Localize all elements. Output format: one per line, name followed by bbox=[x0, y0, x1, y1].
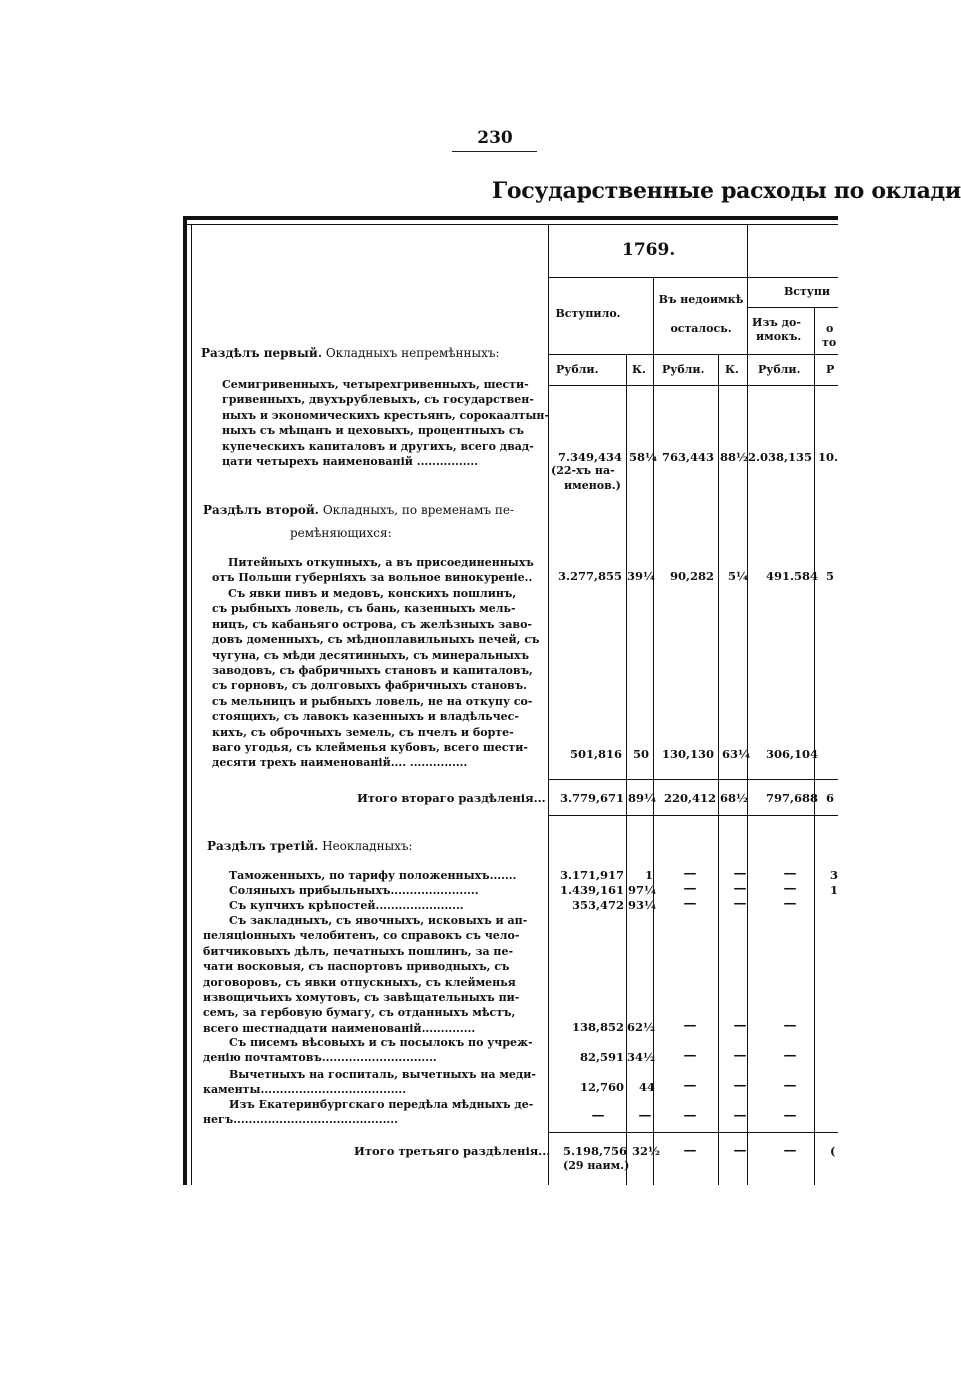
s3-row-rubles: 353,472 bbox=[571, 898, 624, 912]
dash: — bbox=[638, 1108, 652, 1123]
dash: — bbox=[683, 881, 697, 896]
section3-row: Соляныхъ прибыльныхъ....................... bbox=[229, 884, 479, 897]
dash: — bbox=[733, 1018, 747, 1033]
kop-header-2: К. bbox=[725, 363, 739, 376]
cut-header-1: о bbox=[826, 322, 834, 335]
section3-item4 bbox=[203, 913, 527, 1036]
dash: — bbox=[783, 1143, 797, 1158]
s3-cut-a: 3 bbox=[830, 868, 839, 882]
s3-total-note: (29 наим.) bbox=[563, 1159, 630, 1172]
section1-line: Семигривенныхъ, четырехгривенныхъ, шести- bbox=[222, 378, 529, 391]
s3-item6-rubles: 12,760 bbox=[579, 1080, 624, 1094]
s3-row-rubles: 3.171,917 bbox=[559, 868, 624, 882]
section2-item2 bbox=[212, 586, 539, 771]
rubles-header-1: Рубли. bbox=[556, 363, 599, 376]
section3-item5 bbox=[203, 1035, 533, 1066]
section3-item4-line: семъ, за гербовую бумагу, съ отданныхъ мѣстъ, bbox=[203, 1006, 516, 1020]
section3-item7-line: негъ........................................... bbox=[203, 1113, 398, 1127]
dash: — bbox=[783, 1048, 797, 1063]
section2-item2-line: стоящихъ, съ лавокъ казенныхъ и владѣльчес- bbox=[212, 710, 519, 724]
section3-item6 bbox=[203, 1067, 536, 1098]
section1-heading-rest: Окладныхъ непремѣнныхъ: bbox=[325, 346, 500, 360]
dash: — bbox=[733, 1078, 747, 1093]
s1-arrears-kop: 88½ bbox=[720, 450, 748, 464]
entered2-header: Вступи bbox=[784, 285, 831, 298]
cut-header-2: то bbox=[822, 336, 837, 349]
s1-from-arrears: 2.038,135 bbox=[748, 450, 813, 464]
dash: — bbox=[683, 866, 697, 881]
section2-item2-line: съ горновъ, съ долговыхъ фабричныхъ становъ. bbox=[212, 679, 527, 693]
dash: — bbox=[783, 866, 797, 881]
page-number-rule bbox=[452, 151, 537, 152]
dash: — bbox=[683, 1078, 697, 1093]
section3-item4-line: битчиковыхъ дѣлъ, печатныхъ пошлинъ, за пе- bbox=[203, 944, 514, 958]
section3-item5-line: Съ писемъ вѣсовыхъ и съ посылокъ по учреж- bbox=[229, 1036, 533, 1049]
s2-item2-kop: 50 bbox=[633, 747, 650, 761]
dash: — bbox=[683, 1048, 697, 1063]
cut-rubles-header: Р bbox=[826, 363, 835, 376]
dash: — bbox=[783, 1108, 797, 1123]
s3-item5-kop: 34½ bbox=[627, 1050, 655, 1064]
section2-item1-line: отъ Польши губерніяхъ за вольное винокуреніе.. bbox=[212, 571, 533, 585]
s3-total-rubles: 5.198,756 bbox=[562, 1144, 627, 1158]
s2-item1-arrears-kop: 5¼ bbox=[728, 569, 748, 583]
s2-total-from: 797,688 bbox=[766, 791, 819, 805]
section3-item7 bbox=[203, 1097, 533, 1128]
section3-item7-line: Изъ Екатеринбургскаго передѣла мѣдныхъ де- bbox=[229, 1098, 534, 1111]
section3-item4-line: чати восковыя, съ паспортовъ приводныхъ, съ bbox=[203, 960, 510, 974]
from-arrears-header-1: Изъ до- bbox=[752, 316, 801, 329]
section1-line: ныхъ съ мѣщанъ и цеховыхъ, процентныхъ съ bbox=[222, 424, 524, 438]
rule-total2-top bbox=[548, 779, 838, 780]
year-heading: 1769. bbox=[622, 240, 676, 260]
section3-item6-line: каменты...................................... bbox=[203, 1083, 407, 1097]
s3-item4-rubles: 138,852 bbox=[571, 1020, 624, 1034]
dash: — bbox=[683, 1018, 697, 1033]
section2-item2-line: довъ доменныхъ, съ мѣдноплавильныхъ печей, съ bbox=[212, 633, 540, 647]
dash: — bbox=[783, 1078, 797, 1093]
rule-total2-bottom bbox=[548, 815, 838, 816]
dash: — bbox=[733, 866, 747, 881]
s2-item1-arrears: 90,282 bbox=[669, 569, 714, 583]
s2-item2-from: 306,104 bbox=[766, 747, 819, 761]
col-divider-rub2 bbox=[718, 354, 719, 1185]
s1-cut: 10. bbox=[818, 450, 839, 464]
section1-line: цати четырехъ наименованій ................ bbox=[222, 455, 479, 469]
dash: — bbox=[783, 1018, 797, 1033]
section2-heading-bold: Раздѣлъ второй. bbox=[203, 503, 319, 517]
dash: — bbox=[591, 1108, 605, 1123]
section2-item2-line: кихъ, съ оброчныхъ земель, съ пчелъ и борте- bbox=[212, 725, 514, 739]
s3-row-kop: 93¼ bbox=[628, 898, 656, 912]
s3-item5-rubles: 82,591 bbox=[579, 1050, 624, 1064]
section2-item2-line: Съ явки пивъ и медовъ, конскихъ пошлинъ, bbox=[228, 587, 517, 600]
arrears-header-2: осталось. bbox=[670, 322, 732, 335]
kop-header-1: К. bbox=[632, 363, 646, 376]
section1-line: гривенныхъ, двухърублевыхъ, съ государствен- bbox=[222, 393, 534, 407]
section3-item6-line: Вычетныхъ на госпиталь, вычетныхъ на меди- bbox=[229, 1068, 536, 1081]
s2-item2-arrears-kop: 63¼ bbox=[722, 747, 750, 761]
section3-item4-line: договоровъ, съ явки отпускныхъ, съ клейменья bbox=[203, 975, 516, 989]
left-border-inner bbox=[191, 224, 192, 1185]
dash: — bbox=[783, 896, 797, 911]
rule-total3-top bbox=[548, 1132, 838, 1133]
entered-header: Вступило. bbox=[555, 307, 621, 320]
section1-heading bbox=[201, 346, 500, 360]
dash: — bbox=[733, 1143, 747, 1158]
section3-heading-rest: Неокладныхъ: bbox=[322, 839, 413, 853]
s2-total-cut: 6 bbox=[826, 791, 835, 805]
s2-total-arrears: 220,412 bbox=[663, 791, 716, 805]
rubles-header-2: Рубли. bbox=[662, 363, 705, 376]
section2-item2-line: десяти трехъ наименованій.... ............... bbox=[212, 756, 468, 770]
section2-item1 bbox=[212, 555, 534, 586]
s2-item1-rubles: 3.277,855 bbox=[557, 569, 622, 583]
header-line-units-top bbox=[548, 354, 838, 355]
dash: — bbox=[683, 1108, 697, 1123]
s2-item1-from: 491.584 bbox=[766, 569, 819, 583]
s3-item4-kop: 62½ bbox=[627, 1020, 655, 1034]
section2-item2-line: заводовъ, съ фабричныхъ становъ и капиталовъ, bbox=[212, 664, 533, 678]
section2-item2-line: чугуна, съ мѣди десятинныхъ, съ минеральныхъ bbox=[212, 648, 530, 662]
page-title: Государственные расходы по оклади bbox=[492, 178, 961, 204]
s1-rubles: 7.349,434 bbox=[557, 450, 622, 464]
s2-item1-cut: 5 bbox=[826, 569, 835, 583]
section1-line: ныхъ и экономическихъ крестьянъ, сорокаалтын- bbox=[222, 408, 550, 422]
header-line-entered2 bbox=[747, 307, 838, 308]
s3-cut-b: 1 bbox=[830, 883, 839, 897]
arrears-header-1: Въ недоимкѣ bbox=[658, 293, 744, 306]
dash: — bbox=[783, 881, 797, 896]
section3-item4-line: пеляціонныхъ челобитенъ, со справокъ съ чело- bbox=[203, 929, 520, 943]
section2-heading bbox=[203, 503, 514, 517]
s3-row-rubles: 1.439,161 bbox=[559, 883, 624, 897]
section3-heading-bold: Раздѣлъ третій. bbox=[207, 839, 319, 853]
s3-total-kop: 32½ bbox=[632, 1144, 660, 1158]
section2-heading-rest: Окладныхъ, по временамъ пе- bbox=[322, 503, 515, 517]
section2-item2-line: съ мельницъ и рыбныхъ ловель, не на откупу со- bbox=[212, 694, 533, 708]
dash: — bbox=[733, 896, 747, 911]
s2-total-kop: 89¼ bbox=[628, 791, 656, 805]
s2-item2-arrears: 130,130 bbox=[661, 747, 714, 761]
page-number: 230 bbox=[477, 128, 513, 148]
section2-item1-line: Питейныхъ откупныхъ, а въ присоединенныхъ bbox=[228, 556, 534, 569]
section2-item2-line: ницъ, съ кабаньяго острова, съ желѣзныхъ заво- bbox=[212, 617, 532, 631]
dash: — bbox=[733, 1048, 747, 1063]
section2-item2-line: съ рыбныхъ ловель, съ бань, казенныхъ мель- bbox=[212, 602, 516, 616]
section3-row: Съ купчихъ крѣпостей....................... bbox=[229, 899, 464, 912]
s3-row-kop: 1 bbox=[645, 868, 654, 882]
section3-row: Таможенныхъ, по тарифу положенныхъ....... bbox=[229, 869, 517, 882]
s2-total-rubles: 3.779,671 bbox=[559, 791, 624, 805]
from-arrears-header-2: имокъ. bbox=[756, 330, 802, 343]
section1-heading-bold: Раздѣлъ первый. bbox=[201, 346, 322, 360]
col-divider-label bbox=[548, 224, 549, 1185]
header-line-year bbox=[548, 277, 838, 278]
top-border bbox=[183, 216, 838, 220]
section3-item4-line: извощичьихъ хомутовъ, съ завѣщательныхъ пи- bbox=[203, 991, 520, 1005]
section3-item5-line: денію почтамтовъ.............................. bbox=[203, 1051, 437, 1065]
s3-total-cut: ( bbox=[830, 1144, 836, 1158]
section3-total-label: Итого третьяго раздѣленія... bbox=[354, 1144, 551, 1158]
s2-item1-kop: 39¼ bbox=[627, 569, 655, 583]
s2-total-arrears-kop: 68½ bbox=[720, 791, 748, 805]
section3-heading bbox=[207, 839, 413, 853]
section2-item2-line: ваго угодья, съ клейменья кубовъ, всего шести- bbox=[212, 741, 528, 755]
s1-note-1: (22-хъ на- bbox=[551, 464, 615, 477]
header-line-units-bottom bbox=[548, 385, 838, 386]
left-border bbox=[183, 216, 187, 1185]
top-border-inner bbox=[183, 224, 838, 225]
s1-kop: 58¼ bbox=[629, 450, 657, 464]
section1-description bbox=[222, 377, 549, 469]
section2-heading-cont: ремѣняющихся: bbox=[290, 526, 392, 540]
s2-item2-rubles: 501,816 bbox=[569, 747, 622, 761]
dash: — bbox=[683, 1143, 697, 1158]
col-divider-kop1 bbox=[653, 278, 654, 1185]
col-divider-kop2 bbox=[747, 224, 748, 1185]
s3-row-kop: 97¼ bbox=[628, 883, 656, 897]
s1-arrears-rubles: 763,443 bbox=[661, 450, 714, 464]
dash: — bbox=[733, 881, 747, 896]
s3-item6-kop: 44 bbox=[639, 1080, 656, 1094]
section3-item4-line: всего шестнадцати наименованій.............. bbox=[203, 1021, 476, 1035]
section3-item4-line: Съ закладныхъ, съ явочныхъ, исковыхъ и ап- bbox=[229, 914, 528, 927]
s1-note-2: именов.) bbox=[564, 479, 621, 492]
rubles-header-3: Рубли. bbox=[758, 363, 801, 376]
section2-total-label: Итого втораго раздѣленія... bbox=[357, 791, 546, 805]
section1-line: купеческихъ капиталовъ и другихъ, всего двад- bbox=[222, 439, 534, 453]
dash: — bbox=[683, 896, 697, 911]
dash: — bbox=[733, 1108, 747, 1123]
